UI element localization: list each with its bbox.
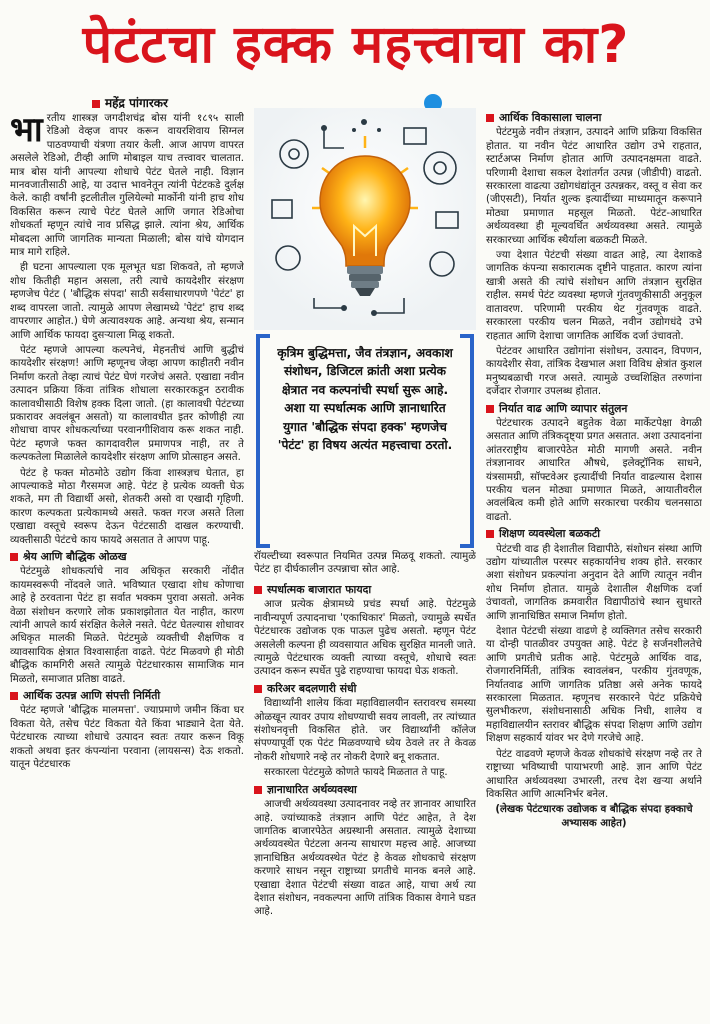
paragraph: पेटंट वाढवणे म्हणजे केवळ शोधकांचे संरक्षण नव्हे तर ते राष्ट्राच्या भविष्याची पायाभरणी आहे. ज्ञान आणि पेटंट आधारित अर्थव्यवस्था उभारली, तरच देश खऱ्या अर्थाने विकसित आणि आत्मनिर्भर बनेल. — [486, 748, 702, 800]
subheading: शिक्षण व्यवस्थेला बळकटी — [486, 527, 702, 540]
paragraph: सरकारला पेटंटमुळे कोणते फायदे मिळतात ते पाहू. — [264, 767, 448, 779]
paragraph: पेटंटधारक उत्पादने बहुतेक वेळा मार्केटपेक्षा वेगळी असतात आणि तंत्रिकदृष्ट्या प्रगत असतात. अशा उत्पादनांना आंतरराष्ट्रीय बाजारपेठेत मोठी मागणी असते. नवीन तंत्रज्ञानावर आधारित औषधे, इलेक्ट्रॉनिक साधने, यंत्रसामग्री, सॉफ्टवेअर इत्यादींची निर्यात वाढल्यास देशास परकीय चलन मोठ्या प्रमाणात मिळते, आयातीवरील अवलंबित्व कमी होते आणि सरकारचा परकीय चलनसाठा वाढतो. — [486, 417, 702, 523]
subheading: श्रेय आणि बौद्धिक ओळख — [10, 550, 244, 563]
subheading: करिअर बदलणारी संधी — [254, 682, 476, 695]
column-3 — [486, 108, 702, 1020]
bullet-square-icon — [10, 692, 18, 700]
subheading: आर्थिक विकासाला चालना — [486, 111, 702, 124]
author-note: (लेखक पेटंटधारक उद्योजक व बौद्धिक संपदा हक्काचे अभ्यासक आहेत) — [495, 804, 693, 829]
paragraph: आजची अर्थव्यवस्था उत्पादनावर नव्हे तर ज्ञानावर आधारित आहे. ज्यांच्याकडे तंत्रज्ञान आणि पेटंट आहेत, ते देश जागतिक बाजारपेठेत अग्रस्थानी असतात. त्यामुळे देशाच्या अर्थव्यवस्थेत पेटंटला अनन्य साधारण महत्त्व आहे. आजच्या ज्ञानाधिष्ठित अर्थव्यवस्थेत पेटंट हे केवळ शोधकाचे संरक्षण करणारे साधन नसून राष्ट्राच्या प्रगतीचे मानक बनले आहे. एखाद्या देशात पेटंटची संख्या वाढत आहे, याचा अर्थ त्या देशात संशोधन, नवकल्पना आणि तांत्रिक विकास वेगाने घडत आहे. — [254, 799, 476, 918]
subheading: ज्ञानाधारित अर्थव्यवस्था — [254, 783, 476, 796]
page-headline: पेटंटचा हक्क महत्त्वाचा का? — [82, 15, 630, 75]
author-name: महेंद्र पांगारकर — [105, 96, 168, 110]
dropcap: भा — [10, 112, 43, 150]
paragraph: ही घटना आपल्याला एक मूलभूत धडा शिकवते, तो म्हणजे शोध कितीही महान असला, तरी त्याचे कायदेशीर संरक्षण म्हणजेच पेटंट ( 'बौद्धिक संपदा' साठी सर्वसाधारणपणे 'पेटंट' हा शब्द वापरला जातो. त्यामुळे आपण लेखामध्ये 'पेटंट' हाच शब्द वापरणार आहोत.) घेणे अत्यावश्यक आहे. अन्यथा श्रेय, सन्मान आणि आर्थिक फायदा दुसऱ्याला मिळू शकतो. — [10, 262, 244, 341]
quote-corner — [460, 544, 474, 548]
column-1 — [10, 112, 244, 1018]
subheading: निर्यात वाढ आणि व्यापार संतुलन — [486, 402, 702, 415]
bullet-square-icon — [486, 405, 494, 413]
paragraph: पेटंट हे फक्त मोठमोठे उद्योग किंवा शास्त्रज्ञच घेतात, हा आपल्याकडे मोठा गैरसमज आहे. पेटंट हे प्रत्येक व्यक्ती घेऊ शकते, मग ती विद्यार्थी असो, शेतकरी असो वा एखादी गृहिणी. कारण कल्पकता प्रत्येकामध्ये असते. फक्त गरज असते तिला एखाद्या वस्तूचे स्वरूप देऊन पेटंटसाठी दाखल करण्याची. व्यक्तीसाठी पेटंटचे काय फायदे असतात ते आपण पाहू. — [10, 467, 244, 546]
column-2-top — [254, 550, 476, 580]
bullet-square-icon — [254, 586, 262, 594]
bullet-square-icon — [92, 100, 100, 108]
bullet-square-icon — [10, 553, 18, 561]
pull-quote — [256, 334, 474, 548]
pull-quote-text: कृत्रिम बुद्धिमत्ता, जैव तंत्रज्ञान, अवकाश संशोधन, डिजिटल क्रांती अशा प्रत्येक क्षेत्रात नव कल्पनांची स्पर्धा सुरू आहे. अशा या स्पर्धात्मक आणि ज्ञानाधारित युगात 'बौद्धिक संपदा हक्क' म्हणजेच 'पेटंट' हा विषय अत्यंत महत्त्वाचा ठरतो. — [277, 346, 453, 453]
column-2 — [254, 580, 476, 1020]
paragraph: पेटंटवर आधारित उद्योगांना संशोधन, उत्पादन, विपणन, कायदेशीर सेवा, तांत्रिक देखभाल अशा विविध क्षेत्रांत कुशल मनुष्यबळाची गरज असते. त्यामुळे उच्चशिक्षित तरुणांना दर्जेदार रोजगार उपलब्ध होतात. — [486, 345, 702, 398]
paragraph: ज्या देशात पेटंटची संख्या वाढत आहे, त्या देशाकडे जागतिक कंपन्या सकारात्मक दृष्टीने पाहतात. कारण त्यांना खात्री असते की त्यांचे संशोधन आणि तंत्रज्ञान सुरक्षित राहील. समर्थ पेटंट व्यवस्था म्हणजे गुंतवणुकीसाठी अनुकूल वातावरण. परिणामी परकीय थेट गुंतवणूक वाढते. सरकारला परकीय चलन मिळते, नवीन उद्योगधंदे उभे राहतात आणि देशाचा जागतिक आर्थिक दर्जा उंचावतो. — [486, 250, 702, 342]
paragraph: देशात पेटंटची संख्या वाढणे हे व्यक्तिगत तसेच सरकारी या दोन्ही पातळीवर उपयुक्त आहे. पेटंट हे सर्जनशीलतेचे आणि प्रगतीचे प्रतीक आहे. पेटंटमुळे आर्थिक वाढ, रोजगारनिर्मिती, तांत्रिक स्वावलंबन, परकीय गुंतवणूक, निर्यातवाढ आणि जागतिक प्रतिष्ठा असे अनेक फायदे सरकारला मिळतात. म्हणूनच सरकारने पेटंट प्रक्रियेचे सुलभीकरण, संशोधनासाठी अधिक निधी, शालेय व महाविद्यालयीन स्तरावर बौद्धिक संपदा शिक्षण आणि उद्योग शिक्षण सहकार्य यांवर भर देणे गरजेचे आहे. — [486, 626, 702, 745]
paragraph: पेटंटमुळे नवीन तंत्रज्ञान, उत्पादने आणि प्रक्रिया विकसित होतात. या नवीन पेटंट आधारित उद्योग उभे राहतात, स्टार्टअप्स निर्माण होतात आणि उत्पादनक्षमता वाढते. परिणामी देशाचा सकल देशांतर्गत उत्पन्न (जीडीपी) वाढतो. सरकारला वाढत्या उद्योगधंद्यांतून उत्पन्नकर, वस्तू व सेवा कर (जीएसटी), निर्यात शुल्क इत्यादींच्या माध्यमातून करूपाने मोठ्या प्रमाणात महसूल मिळतो. पेटंट-आधारित अर्थव्यवस्था ही मूल्यवर्धित अर्थव्यवस्था असते. त्यामुळे सरकारच्या आर्थिक स्थैर्याला बळकटी मिळते. — [486, 127, 702, 246]
paragraph: आज प्रत्येक क्षेत्रामध्ये प्रचंड स्पर्धा आहे. पेटंटमुळे नावीन्यपूर्ण उत्पादनाचा 'एकाधिकार' मिळतो, ज्यामुळे स्पर्धेत पेटंटधारक उद्योजक एक पाऊल पुढेच असतो. म्हणून पेटंट असलेली कल्पना ही व्यवसायात अधिक सुरक्षित मानली जाते. त्यामुळे पेटंटधारक व्यक्ती त्याच्या वस्तूचे, शोधाचे स्वतः उत्पादन करून स्पर्धेत पुढे राहण्याचा फायदा घेऊ शकतो. — [254, 599, 476, 678]
paragraph: पेटंटची वाढ ही देशातील विद्यापीठे, संशोधन संस्था आणि उद्योग यांच्यातील परस्पर सहकार्यानेच शक्य होते. सरकार अशा संशोधन प्रकल्पांना अनुदान देते आणि त्यातून नवीन शोध निर्माण होतात. यामुळे देशातील शैक्षणिक दर्जा उंचावतो, जागतिक क्रमवारीत विद्यापीठांचे स्थान सुधारते आणि ज्ञानाधिष्ठित समाज निर्माण होतो. — [486, 543, 702, 622]
subheading: स्पर्धात्मक बाजारात फायदा — [254, 583, 476, 596]
byline — [92, 94, 168, 111]
bullet-square-icon — [486, 114, 494, 122]
paragraph: पेटंट म्हणजे आपल्या कल्पनेचं, मेहनतीचं आणि बुद्धीचं कायदेशीर संरक्षण! आणि म्हणूनच जेव्हा आपण काहीतरी नवीन निर्माण करतो तेव्हा त्याचं पेटंट घेणं गरजेचं असते. एखाद्या नवीन उत्पादन प्रक्रिया किंवा तांत्रिक शोधाला सरकारकडून ठरावीक कालावधीसाठी विशेष हक्क दिला जातो. (हा कालावधी पेटंटच्या प्रकारावर अवलंबून असतो) या कालावधीत इतर कोणीही त्या शोधाचा वापर शोधकर्त्याच्या परवानगीशिवाय करू शकत नाही. पेटंट म्हणजे फक्त कागदावरील प्रमाणपत्र नाही, तर ते कल्पकतेला मिळालेले कायदेशीर संरक्षण आणि प्रोत्साहन असते. — [10, 344, 244, 464]
paragraph: पेटंट म्हणजे 'बौद्धिक मालमत्ता'. ज्याप्रमाणे जमीन किंवा घर विकता येते, तसेच पेटंट विकता येते किंवा भाड्याने देता येते. पेटंटधारक त्याच्या शोधाचे उत्पादन स्वतः तयार करून विकू शकतो अथवा इतर कंपन्यांना परवाना (लायसन्स) देऊ शकतो. यातून पेटंटधारक — [10, 705, 244, 771]
lightbulb-illustration — [254, 108, 476, 330]
bullet-square-icon — [254, 786, 262, 794]
intro-paragraph: भारतीय शास्त्रज्ञ जगदीशचंद्र बोस यांनी १८९५ साली रेडिओ वेव्हज वापर करून वायरशिवाय सिग्नल पाठवण्याची यंत्रणा तयार केली. आज आपण वापरत असलेले रेडिओ, टीव्ही आणि मोबाइल याच तत्त्वावर चालतात. मात्र बोस यांनी आपल्या शोधाचे पेटंट घेतले नाही. विज्ञान मानवजातीसाठी आहे, या उदात्त भावनेतून त्यांनी पेटंटकडे दुर्लक्ष केले. काही वर्षांनी इटलीतील गुलियेल्मो मार्कोनी यांनी हाच शोध विकसित करून त्याचे पेटंट घेतले आणि जगात रेडिओचा शोधकर्ता म्हणून त्यांचे नाव प्रसिद्ध झाले. त्यांना श्रेय, आर्थिक मोबदला आणि जागतिक मान्यता मिळाली; बोस यांचे योगदान मात्र मागे राहिले. — [10, 112, 244, 259]
paragraph: पेटंटमुळे शोधकर्त्याचे नाव अधिकृत सरकारी नोंदीत कायमस्वरूपी नोंदवले जाते. भविष्यात एखादा शोध कोणाचा आहे हे ठरवताना पेटंट हा सर्वात भक्कम पुरावा असतो. अनेक वेळा संशोधन करणारे लोक प्रकाशझोतात येत नाहीत, कारण त्यांनी आपले कार्य संरक्षित केलेले नसते. पेटंट घेतल्यास शोधावर अधिकृत मालकी मिळते. पेटंटमुळे व्यक्तीची शैक्षणिक व व्यावसायिक क्षेत्रात विश्वासार्हता वाढते. पेटंट मिळवणे ही मोठी बौद्धिक कामगिरी असते त्यामुळे पेटंटधारकास सामाजिक मान मिळतो, समाजात प्रतिष्ठा वाढते. — [10, 566, 244, 685]
bullet-square-icon — [254, 685, 262, 693]
subheading: आर्थिक उत्पन्न आणि संपत्ती निर्मिती — [10, 689, 244, 702]
bullet-square-icon — [486, 530, 494, 538]
paragraph: विद्यार्थ्यांनी शालेय किंवा महाविद्यालयीन स्तरावरच समस्या ओळखून त्यावर उपाय शोधण्याची सवय लावली, तर त्यांच्यात संशोधनवृत्ती विकसित होते. जर विद्यार्थ्यांनी कॉलेज संपण्यापूर्वी एक पेटंट मिळवण्याचे ध्येय ठेवले तर ते केवळ नोकरी शोधणारे नव्हे तर नोकरी देणारे बनू शकतात. — [254, 698, 476, 763]
quote-corner — [460, 334, 474, 338]
paragraph: रॉयल्टीच्या स्वरूपात नियमित उत्पन्न मिळवू शकतो. त्यामुळे पेटंट हा दीर्घकालीन उत्पन्नाचा स्रोत आहे. — [254, 551, 476, 576]
